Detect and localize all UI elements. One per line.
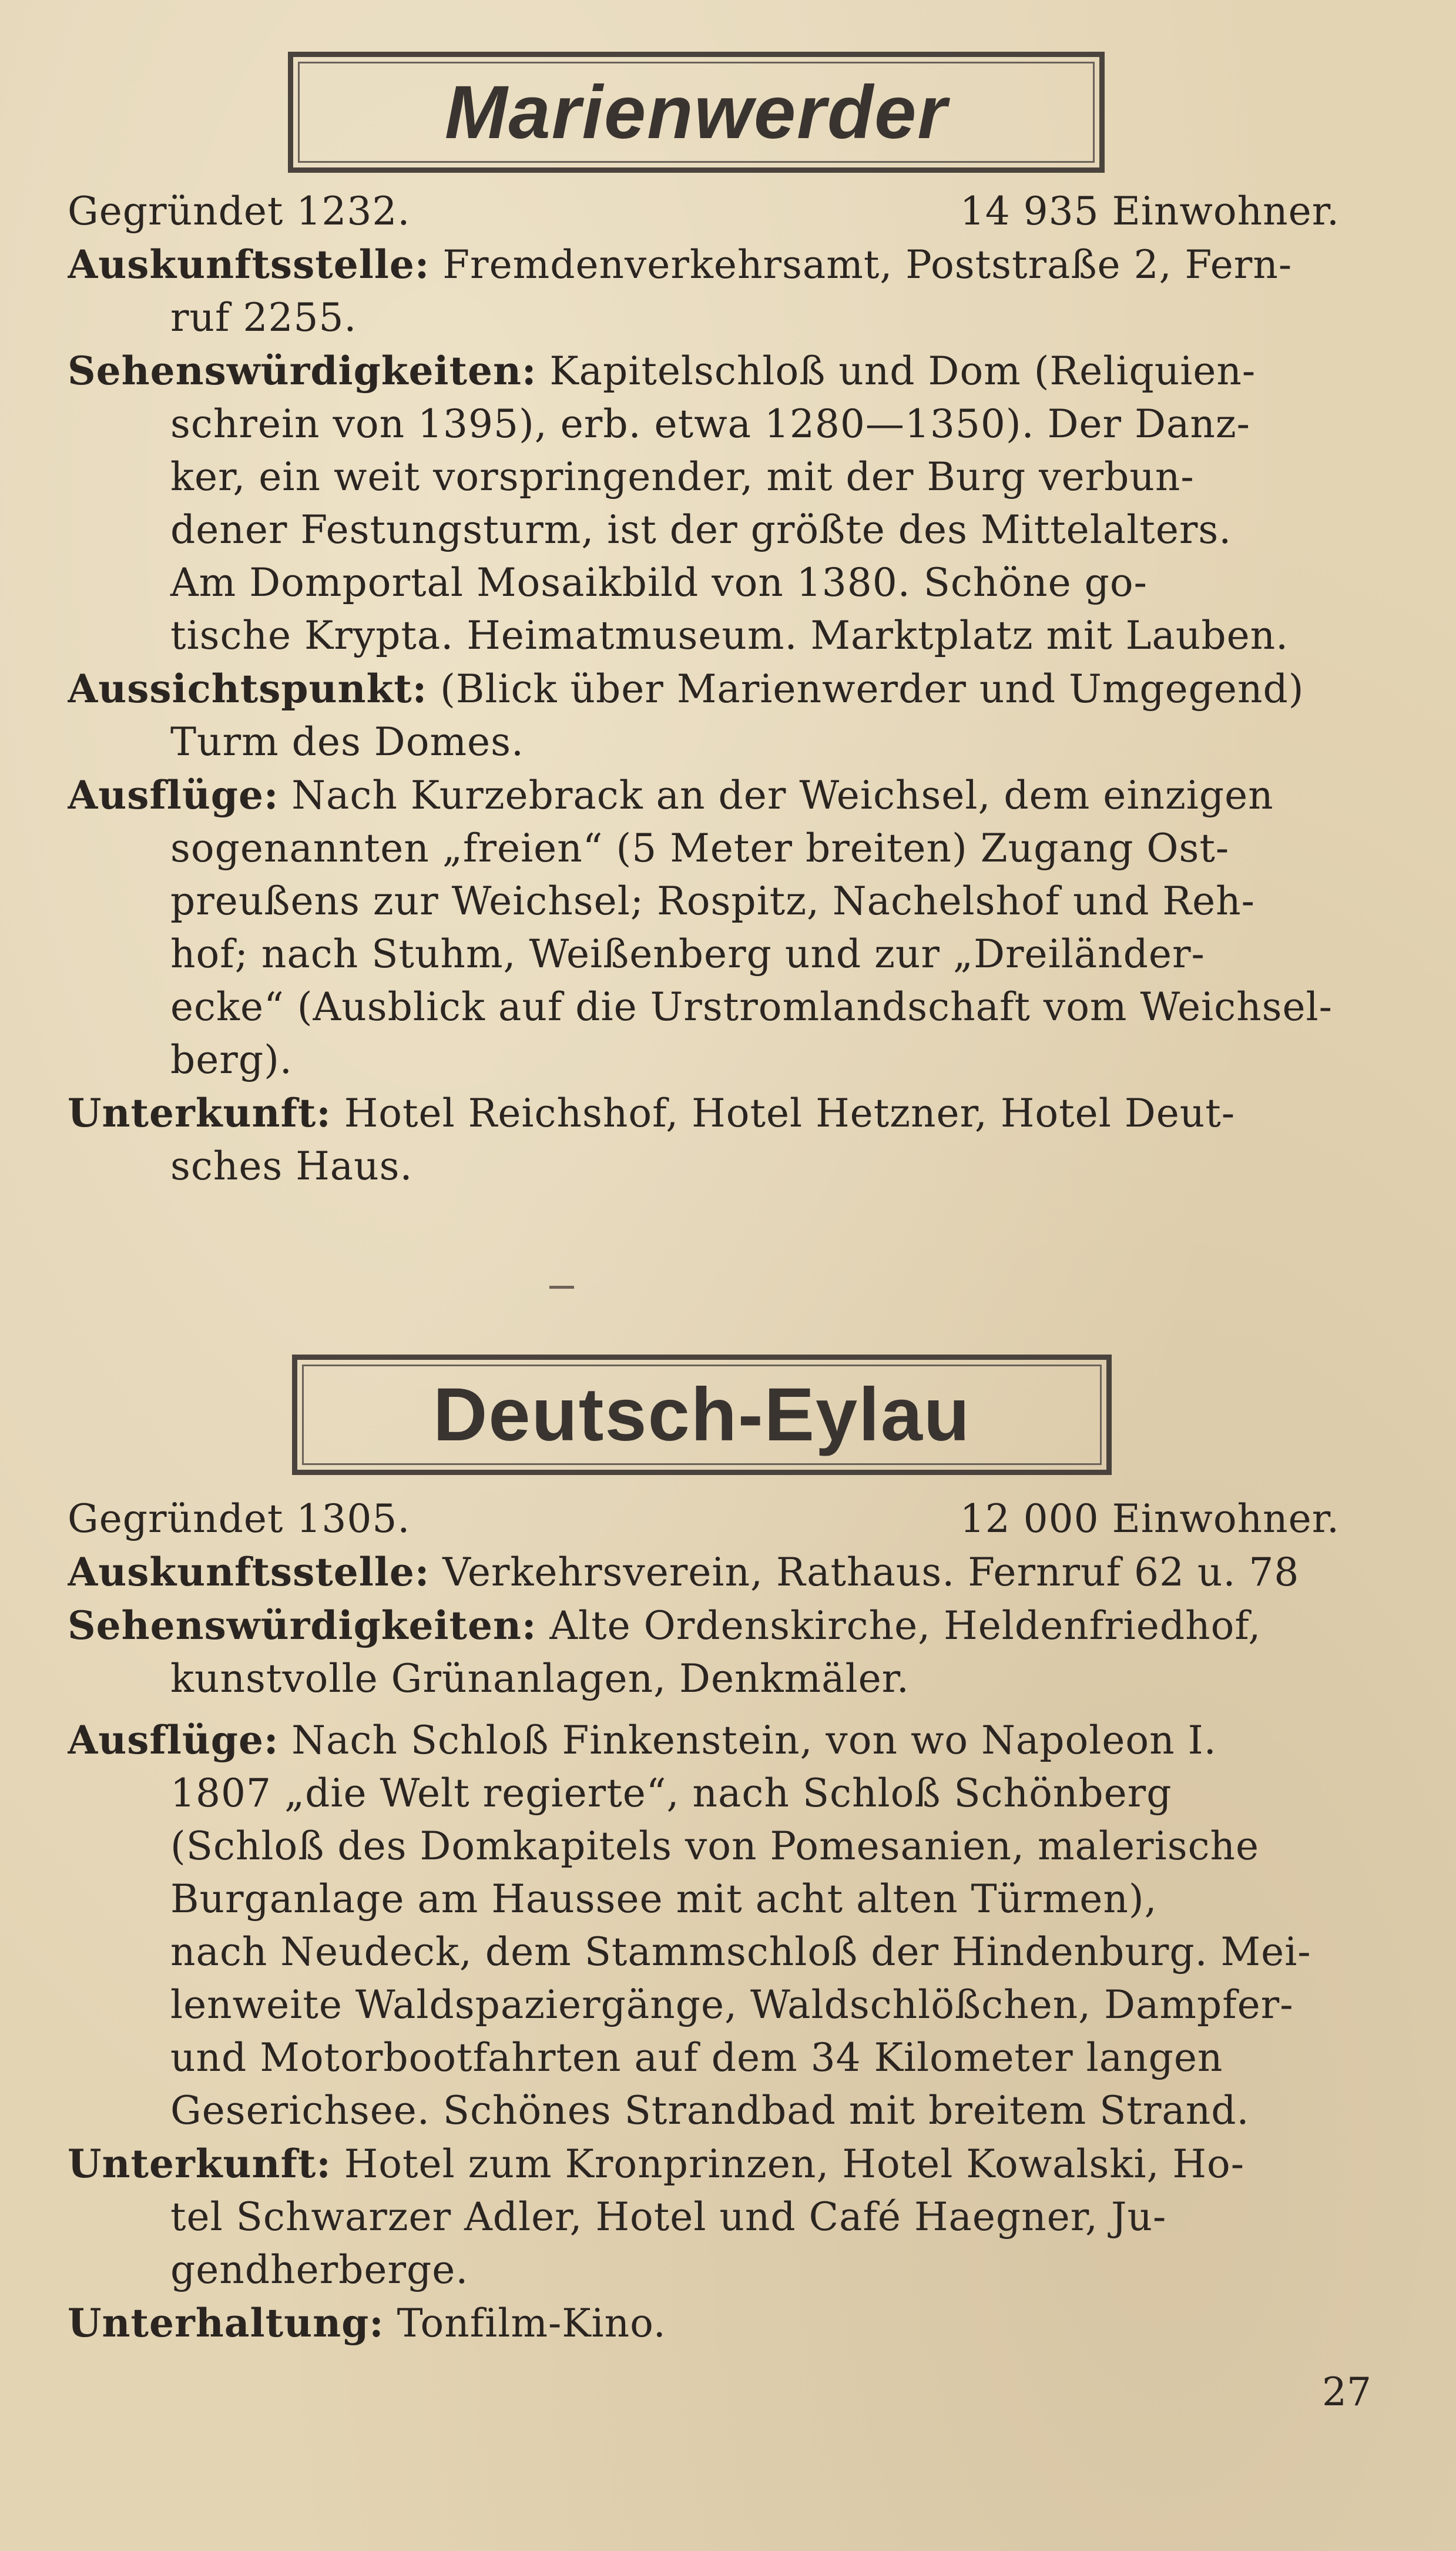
paragraph-aussichtspunkt <box>68 662 1340 769</box>
paragraph-line: Geserichsee. Schönes Strandbad mit breitem Strand. <box>170 2088 1250 2133</box>
paragraph-ausfluege <box>68 769 1340 1087</box>
paragraph-line: preußens zur Weichsel; Rospitz, Nachelshof und Reh- <box>170 879 1255 924</box>
paragraph-line: Burganlage am Haussee mit acht alten Türmen), <box>170 1876 1158 1922</box>
founding-row <box>68 185 1340 238</box>
paragraph-sehenswuerdigkeiten <box>68 1599 1340 1705</box>
paragraph-line: tische Krypta. Heimatmuseum. Marktplatz mit Lauben. <box>170 613 1289 658</box>
section-deutsch-eylau <box>68 1493 1340 2350</box>
paragraph-line: tel Schwarzer Adler, Hotel und Café Haegner, Ju- <box>170 2194 1167 2240</box>
paragraph-label: Ausflüge: <box>68 772 279 818</box>
paragraph-sehenswuerdigkeiten <box>68 344 1340 662</box>
paragraph-label: Sehenswürdigkeiten: <box>68 348 537 394</box>
paragraph-unterkunft <box>68 1087 1340 1193</box>
founding-row <box>68 1493 1340 1546</box>
section-title: Marienwerder <box>444 70 948 155</box>
paragraph-line: schrein von 1395), erb. etwa 1280—1350). Der Danz- <box>170 401 1250 447</box>
paragraph-auskunft <box>68 238 1340 344</box>
paragraph-label: Aussichtspunkt: <box>68 666 428 712</box>
paragraph-line: und Motorbootfahrten auf dem 34 Kilometer langen <box>170 2035 1223 2080</box>
paragraph-text: Nach Schloß Finkenstein, von wo Napoleon I. <box>291 1718 1217 1763</box>
paragraph-line: (Schloß des Domkapitels von Pomesanien, malerische <box>170 1823 1260 1869</box>
founded-text: Gegründet 1305. <box>68 1496 411 1541</box>
paragraph-line: dener Festungsturm, ist der größte des Mittelalters. <box>170 507 1232 552</box>
paragraph-line: berg). <box>170 1037 293 1082</box>
paragraph-unterhaltung <box>68 2297 1340 2350</box>
paragraph-line: sogenannten „freien“ (5 Meter breiten) Zugang Ost- <box>170 826 1230 871</box>
paragraph-text: Hotel Reichshof, Hotel Hetzner, Hotel Deut- <box>344 1091 1236 1136</box>
paragraph-text: Kapitelschloß und Dom (Reliquien- <box>549 348 1256 394</box>
paragraph-label: Unterkunft: <box>68 2141 331 2187</box>
paragraph-label: Unterhaltung: <box>68 2300 384 2346</box>
paragraph-line: 1807 „die Welt regierte“, nach Schloß Schönberg <box>170 1771 1172 1816</box>
paragraph-line: hof; nach Stuhm, Weißenberg und zur „Dreiländer- <box>170 931 1205 977</box>
paragraph-line: Turm des Domes. <box>170 719 524 765</box>
paragraph-line: ecke“ (Ausblick auf die Urstromlandschaft vom Weichsel- <box>170 984 1333 1030</box>
paragraph-ausfluege <box>68 1714 1340 2137</box>
paragraph-line: lenweite Waldspaziergänge, Waldschlößchen, Dampfer- <box>170 1982 1294 2027</box>
paragraph-text: Fremdenverkehrsamt, Poststraße 2, Fern- <box>442 242 1293 287</box>
paragraph-text: Hotel zum Kronprinzen, Hotel Kowalski, Ho- <box>344 2141 1245 2187</box>
paragraph-line: Am Domportal Mosaikbild von 1380. Schöne go- <box>170 560 1148 605</box>
page-number: 27 <box>1322 2369 1371 2415</box>
section-marienwerder <box>68 185 1340 1193</box>
paragraph-text: Alte Ordenskirche, Heldenfriedhof, <box>549 1603 1262 1648</box>
population-text: 12 000 Einwohner. <box>960 1496 1340 1541</box>
paragraph-line: ruf 2255. <box>170 295 357 340</box>
paragraph-auskunft <box>68 1546 1340 1599</box>
paragraph-text: Tonfilm-Kino. <box>397 2301 666 2346</box>
paragraph-text: (Blick über Marienwerder und Umgegend) <box>440 666 1304 712</box>
paragraph-unterkunft <box>68 2137 1340 2297</box>
paragraph-text: Verkehrsverein, Rathaus. Fernruf 62 u. 78 <box>442 1550 1300 1595</box>
paragraph-line: nach Neudeck, dem Stammschloß der Hindenburg. Mei- <box>170 1929 1311 1975</box>
separator-dash <box>549 1286 574 1289</box>
paragraph-line: ker, ein weit vorspringender, mit der Burg verbun- <box>170 454 1195 500</box>
paragraph-label: Unterkunft: <box>68 1090 331 1136</box>
paragraph-label: Ausflüge: <box>68 1717 279 1763</box>
founded-text: Gegründet 1232. <box>68 189 411 234</box>
paragraph-line: kunstvolle Grünanlagen, Denkmäler. <box>170 1656 910 1701</box>
paragraph-line: gendherberge. <box>170 2247 469 2292</box>
title-box-deutsch-eylau <box>292 1355 1112 1475</box>
paragraph-label: Auskunftsstelle: <box>68 242 430 287</box>
paragraph-text: Nach Kurzebrack an der Weichsel, dem einzigen <box>291 773 1274 818</box>
section-title: Deutsch-Eylau <box>432 1373 971 1457</box>
paragraph-label: Sehenswürdigkeiten: <box>68 1603 537 1648</box>
paragraph-label: Auskunftsstelle: <box>68 1549 430 1595</box>
population-text: 14 935 Einwohner. <box>960 189 1340 234</box>
paragraph-line: sches Haus. <box>170 1144 413 1189</box>
title-box-marienwerder <box>288 52 1105 173</box>
